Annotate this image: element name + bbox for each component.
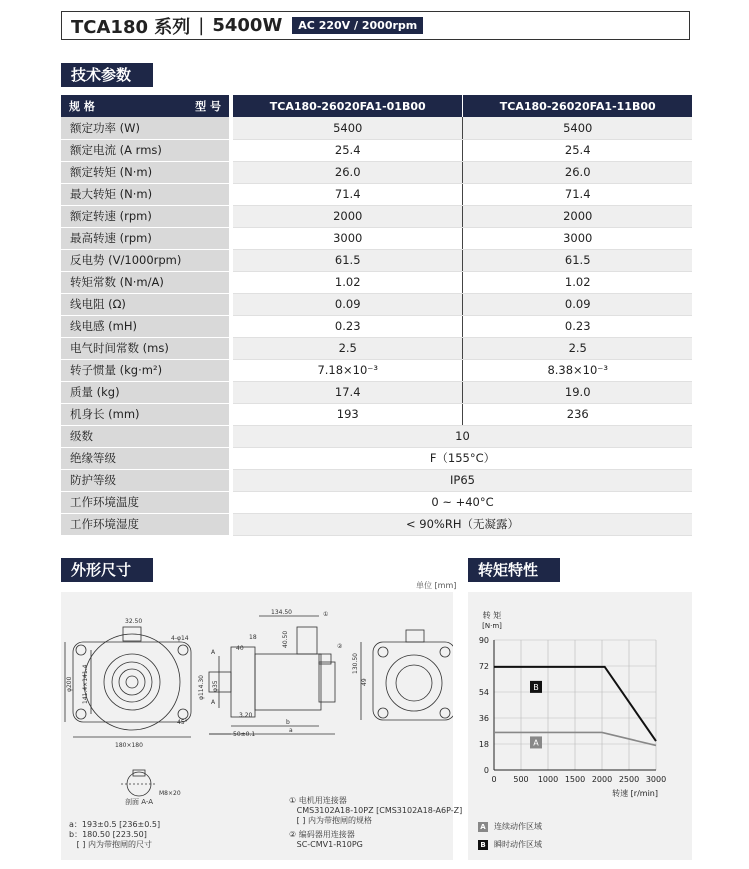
dims-notes-connector-1: ① 电机用连接器 CMS3102A18-10PZ [CMS3102A18-A6P-Z] [ ] 内为带抱闸的规格 [289,796,463,825]
area-a-label: A [533,738,539,748]
dim-32-50: 32.50 [125,618,143,625]
legend-continuous [478,821,542,832]
spec-row [61,293,692,315]
spec-row [61,183,692,205]
legend-intermittent [478,839,542,850]
spec-section-title: 技术参数 [61,63,153,87]
power-rating: 5400W [212,15,283,36]
spec-row [61,161,692,183]
spec-value-model-1: 5400 [231,117,463,139]
y-tick-label: 18 [478,740,489,749]
spec-value-model-2: 19.0 [463,381,692,403]
torque-chart [468,592,692,812]
section-mark-bottom: A [211,699,216,706]
spec-value-model-2: 0.09 [463,293,692,315]
spec-value-model-2: 1.02 [463,271,692,293]
spec-label: 机身长 (mm) [61,403,231,425]
spec-value-model-1: 7.18×10⁻³ [231,359,463,381]
spec-value-model-2: 61.5 [463,249,692,271]
page-header [61,11,690,40]
head-left: 规 格 [69,100,95,113]
header-separator: | [198,15,205,36]
torque-section-title: 转矩特性 [468,558,560,582]
spec-value-model-2: 3000 [463,227,692,249]
spec-value-model-2: 71.4 [463,183,692,205]
y-tick-label: 54 [478,688,489,697]
dim-b: b [286,719,290,726]
spec-row [61,491,692,513]
spec-value-model-1: 0.23 [231,315,463,337]
legend-b-marker: B [478,840,488,850]
dims-section-title: 外形尺寸 [61,558,153,582]
legend-b-label: 瞬时动作区域 [494,840,542,849]
y-axis-unit: [N·m] [482,622,502,630]
spec-label: 防护等级 [61,469,231,491]
dim-phi200: φ200 [66,676,73,692]
torque-chart-panel [468,592,692,860]
dim-18: 18 [249,634,257,641]
dim-phi114-30: φ114.30 [198,675,205,700]
spec-table [61,95,692,536]
spec-value: < 90%RH（无凝露） [231,513,692,535]
spec-label: 额定功率 (W) [61,117,231,139]
dim-a: a [289,727,293,734]
spec-value-model-2: 26.0 [463,161,692,183]
dim-130-50: 130.50 [352,653,359,674]
callout-1: ① [323,611,329,618]
dim-40: 40 [236,645,244,652]
spec-row [61,425,692,447]
x-tick-label: 1500 [564,775,586,784]
spec-value-model-1: 3000 [231,227,463,249]
spec-value-model-2: 5400 [463,117,692,139]
x-tick-label: 0 [491,775,497,784]
spec-label: 额定转速 (rpm) [61,205,231,227]
side-body [255,654,321,710]
spec-label: 最大转矩 (N·m) [61,183,231,205]
spec-value-model-2: 236 [463,403,692,425]
spec-row [61,249,692,271]
spec-label: 质量 (kg) [61,381,231,403]
x-tick-label: 3000 [645,775,667,784]
spec-label: 反电势 (V/1000rpm) [61,249,231,271]
spec-label: 额定电流 (A rms) [61,139,231,161]
dims-notes-connector-2: ② 编码器用连接器 SC-CMV1-R10PG [289,830,363,849]
y-tick-label: 90 [478,636,489,645]
dims-notes-left: a：193±0.5 [236±0.5] b：180.50 [223.50] [ ] 内为带抱闸的尺寸 [69,820,161,849]
dim-3-20: 3.20 [239,712,253,719]
unit-label: 单位 [mm] [416,581,457,590]
spec-label: 转子惯量 (kg·m²) [61,359,231,381]
spec-value-model-1: 1.02 [231,271,463,293]
spec-value-model-1: 26.0 [231,161,463,183]
spec-label: 级数 [61,425,231,447]
legend-a-label: 连续动作区域 [494,822,542,831]
x-tick-label: 500 [513,775,529,784]
spec-value: F（155°C） [231,447,692,469]
front-pilot-circle [84,634,180,730]
series-title: TCA180 系列 [71,16,191,38]
dim-phi35: φ35 [212,680,219,692]
spec-value-model-2: 25.4 [463,139,692,161]
dim-45deg: 45° [177,719,188,726]
spec-value-model-1: 193 [231,403,463,425]
dim-180: 180×180 [115,742,143,749]
section-label: 剖面 A-A [125,798,154,806]
spec-label: 绝缘等级 [61,447,231,469]
spec-label: 线电阻 (Ω) [61,293,231,315]
area-b-label: B [533,682,539,692]
spec-label: 工作环境温度 [61,491,231,513]
spec-value-model-1: 25.4 [231,139,463,161]
x-tick-label: 1000 [537,775,559,784]
spec-row [61,315,692,337]
section-mark-top: A [211,649,216,656]
dim-141-4: 141.4×141.4 [82,664,89,704]
spec-header-row [61,95,692,117]
model-2-header: TCA180-26020FA1-11B00 [463,95,692,117]
spec-header-label [61,95,231,117]
connector-1-side [297,627,317,654]
spec-label: 工作环境湿度 [61,513,231,535]
dimension-drawing-panel [61,592,463,860]
spec-row [61,447,692,469]
dim-4-phi14: 4-φ14 [171,635,189,642]
spec-value: IP65 [231,469,692,491]
spec-row [61,271,692,293]
head-right: 型 号 [195,100,221,113]
spec-label: 额定转矩 (N·m) [61,161,231,183]
spec-row [61,403,692,425]
spec-value-model-1: 61.5 [231,249,463,271]
model-1-header: TCA180-26020FA1-01B00 [231,95,463,117]
spec-value: 10 [231,425,692,447]
spec-label: 最高转速 (rpm) [61,227,231,249]
spec-row [61,227,692,249]
dim-49: 49 [361,678,368,686]
x-axis-title: 转速 [r/min] [612,789,658,798]
dim-134-50: 134.50 [271,609,292,616]
y-tick-label: 36 [478,714,489,723]
dim-50: 50±0.1 [233,731,256,738]
side-flange [231,647,255,717]
x-tick-label: 2500 [618,775,640,784]
spec-value-model-2: 2.5 [463,337,692,359]
spec-label: 转矩常数 (N·m/A) [61,271,231,293]
spec-row [61,359,692,381]
spec-value-model-1: 2.5 [231,337,463,359]
spec-value-model-2: 0.23 [463,315,692,337]
x-tick-label: 2000 [591,775,613,784]
spec-value-model-2: 2000 [463,205,692,227]
callout-2: ② [337,643,343,650]
spec-row [61,513,692,535]
spec-value-model-1: 0.09 [231,293,463,315]
spec-row [61,469,692,491]
voltage-badge: AC 220V / 2000rpm [292,17,423,34]
spec-label: 电气时间常数 (ms) [61,337,231,359]
dim-m8: M8×20 [159,790,181,797]
spec-value-model-1: 71.4 [231,183,463,205]
dim-40-50: 40.50 [282,630,289,648]
spec-row [61,381,692,403]
spec-value-model-1: 2000 [231,205,463,227]
y-tick-label: 72 [478,662,489,671]
y-axis-title: 转 矩 [482,611,502,620]
spec-row [61,205,692,227]
spec-value-model-2: 8.38×10⁻³ [463,359,692,381]
spec-row [61,117,692,139]
spec-label: 线电感 (mH) [61,315,231,337]
spec-value: 0 ~ +40°C [231,491,692,513]
y-tick-label: 0 [483,766,489,775]
spec-value-model-1: 17.4 [231,381,463,403]
spec-row [61,139,692,161]
legend-a-marker: A [478,822,488,832]
spec-row [61,337,692,359]
